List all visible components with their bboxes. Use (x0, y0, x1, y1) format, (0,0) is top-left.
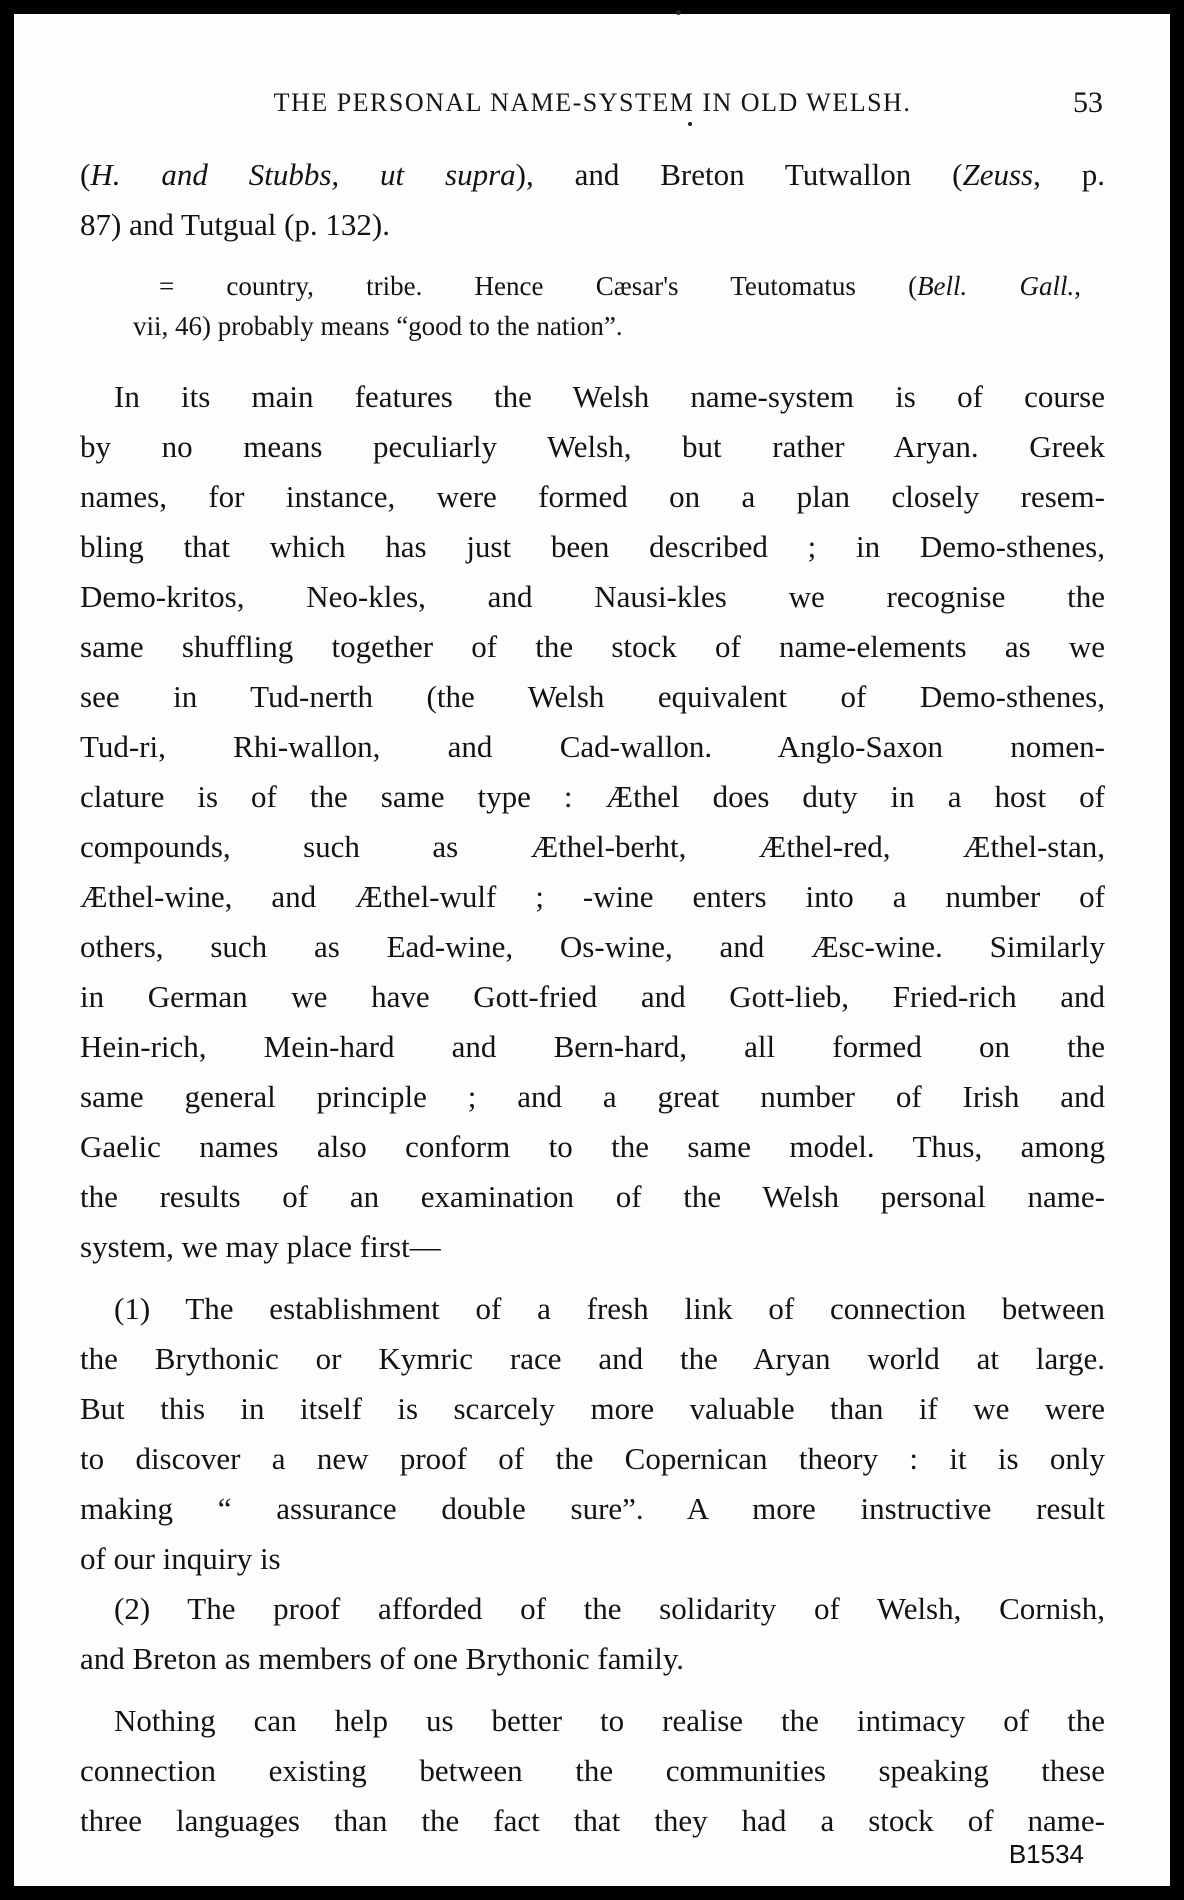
page-header (80, 88, 1105, 122)
text-line: clature is of the same type : Æthel does duty in a host of (80, 779, 1105, 814)
text-line: vii, 46) probably means “good to the nation”. (133, 311, 623, 341)
text-line: three languages than the fact that they had a stock of name- (80, 1803, 1105, 1838)
book-page (14, 14, 1170, 1886)
paragraph-continuation (80, 150, 1105, 250)
text-line: of our inquiry is (80, 1541, 281, 1576)
paragraph-main (80, 372, 1105, 1272)
plate-id: B1534 (1008, 1839, 1084, 1869)
text-body (80, 150, 1105, 1846)
paragraph-item-1 (80, 1284, 1105, 1584)
paragraph-note (133, 266, 1081, 346)
text-line: Tud-ri, Rhi-wallon, and Cad-wallon. Anglo-Saxon nomen- (80, 729, 1105, 764)
text-line: others, such as Ead-wine, Os-wine, and Æsc-wine. Similarly (80, 929, 1105, 964)
running-title: THE PERSONAL NAME-SYSTEM IN OLD WELSH. (273, 88, 912, 117)
text-line: to discover a new proof of the Copernican theory : it is only (80, 1441, 1105, 1476)
text-line: in German we have Gott-fried and Gott-lieb, Fried-rich and (80, 979, 1105, 1014)
page-number: 53 (1073, 86, 1103, 119)
text-line: and Breton as members of one Brythonic family. (80, 1641, 685, 1676)
scan-speck (688, 122, 692, 126)
text-line: compounds, such as Æthel-berht, Æthel-red, Æthel-stan, (80, 829, 1105, 864)
paragraph-item-2 (80, 1584, 1105, 1684)
text-line: Demo-kritos, Neo-kles, and Nausi-kles we recognise the (80, 579, 1105, 614)
text-line: bling that which has just been described ; in Demo-sthenes, (80, 529, 1105, 564)
text-line: system, we may place first— (80, 1229, 441, 1264)
text-line: by no means peculiarly Welsh, but rather Aryan. Greek (80, 429, 1105, 464)
scan-speck (676, 10, 681, 15)
text-line: names, for instance, were formed on a plan closely resem- (80, 479, 1105, 514)
text-line: connection existing between the communities speaking these (80, 1753, 1105, 1788)
text-line: same shuffling together of the stock of name-elements as we (80, 629, 1105, 664)
text-line: making “ assurance double sure”. A more instructive result (80, 1491, 1105, 1526)
text-line: Hein-rich, Mein-hard and Bern-hard, all formed on the (80, 1029, 1105, 1064)
paragraph-closing (80, 1696, 1105, 1846)
text-line: the results of an examination of the Welsh personal name- (80, 1179, 1105, 1214)
text-line: the Brythonic or Kymric race and the Aryan world at large. (80, 1341, 1105, 1376)
text-line: same general principle ; and a great number of Irish and (80, 1079, 1105, 1114)
text-line: 87) and Tutgual (p. 132). (80, 207, 390, 242)
text-line: But this in itself is scarcely more valuable than if we were (80, 1391, 1105, 1426)
text-line: In its main features the Welsh name-system is of course (114, 379, 1105, 414)
text-line: (H. and Stubbs, ut supra), and Breton Tutwallon (Zeuss, p. (80, 157, 1106, 192)
text-line: Gaelic names also conform to the same model. Thus, among (80, 1129, 1105, 1164)
text-line: (1) The establishment of a fresh link of connection between (114, 1291, 1105, 1326)
text-line: (2) The proof afforded of the solidarity of Welsh, Cornish, (114, 1591, 1105, 1626)
text-line: see in Tud-nerth (the Welsh equivalent of Demo-sthenes, (80, 679, 1105, 714)
text-line: Nothing can help us better to realise the intimacy of the (114, 1703, 1105, 1738)
text-line: = country, tribe. Hence Cæsar's Teutomatus (Bell. Gall., (159, 271, 1081, 301)
text-line: Æthel-wine, and Æthel-wulf ; -wine enters into a number of (80, 879, 1105, 914)
